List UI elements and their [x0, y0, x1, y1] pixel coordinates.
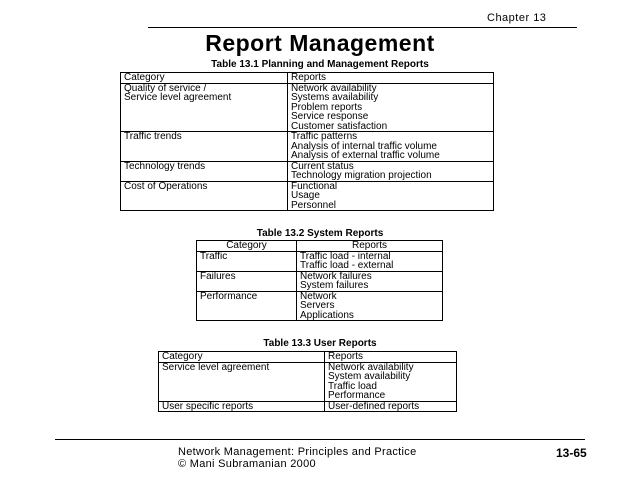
category-text: User specific reports	[162, 400, 254, 412]
category-text: Quality of service /	[124, 82, 207, 94]
report-item: Problem reports	[291, 101, 363, 113]
report-item: Traffic patterns	[291, 131, 358, 142]
chapter-label: Chapter 13	[487, 12, 547, 24]
reports-cell	[325, 362, 457, 401]
report-item: Technology migration projection	[291, 170, 432, 181]
category-text: Technology trends	[124, 160, 206, 172]
category-cell	[159, 362, 325, 401]
report-item: System failures	[300, 280, 369, 291]
category-text: Traffic trends	[124, 131, 182, 142]
report-item: Traffic load - internal	[300, 250, 391, 262]
table-row	[159, 362, 457, 401]
category-cell	[121, 83, 288, 132]
report-item: Network failures	[300, 270, 372, 282]
report-item: Personnel	[291, 199, 337, 211]
report-item: Traffic load	[328, 380, 377, 392]
category-text: Cost of Operations	[124, 180, 208, 192]
table1	[120, 72, 494, 211]
table-row	[197, 271, 443, 291]
header-row	[121, 73, 494, 84]
report-item: Servers	[300, 300, 335, 311]
table1-caption: Table 13.1 Planning and Management Reports	[211, 59, 429, 70]
category-text: Traffic	[200, 250, 228, 262]
report-item: Analysis of internal traffic volume	[291, 140, 437, 152]
reports-cell	[288, 181, 494, 211]
report-item: Network	[300, 290, 337, 302]
report-item: Current status	[291, 160, 354, 172]
footer-copyright: © Mani Subramanian 2000	[178, 458, 316, 470]
category-text: Service level agreement	[162, 361, 270, 373]
category-cell	[197, 271, 297, 291]
table2	[196, 240, 443, 321]
report-item: Network availability	[291, 82, 377, 94]
category-text: Service level agreement	[124, 92, 232, 103]
table-row	[159, 401, 457, 412]
column-header-reports: Reports	[288, 73, 494, 84]
column-header-category: Category	[121, 73, 288, 84]
report-item: User-defined reports	[328, 400, 420, 412]
report-item: Systems availability	[291, 92, 379, 103]
category-cell	[121, 161, 288, 181]
reports-cell	[297, 251, 443, 271]
category-cell	[197, 291, 297, 321]
table3-caption: Table 13.3 User Reports	[263, 338, 377, 349]
reports-cell	[288, 83, 494, 132]
reports-cell	[325, 401, 457, 412]
report-item: System availability	[328, 371, 411, 382]
header-row	[197, 241, 443, 252]
table-row	[121, 132, 494, 162]
category-text: Failures	[200, 270, 236, 282]
page-title: Report Management	[205, 30, 435, 56]
category-cell	[121, 181, 288, 211]
column-header-category: Category	[197, 241, 297, 252]
table3	[158, 351, 457, 412]
column-header-category: Category	[159, 352, 325, 363]
report-item: Functional	[291, 180, 338, 192]
report-item: Customer satisfaction	[291, 120, 388, 132]
table-row	[197, 251, 443, 271]
bottom-divider	[55, 439, 585, 440]
header-row	[159, 352, 457, 363]
report-item: Network availability	[328, 361, 414, 373]
category-cell	[197, 251, 297, 271]
table-row	[121, 181, 494, 211]
page-number: 13-65	[556, 446, 587, 460]
column-header-reports: Reports	[297, 241, 443, 252]
top-divider	[148, 27, 577, 28]
report-item: Traffic load - external	[300, 260, 394, 271]
reports-cell	[297, 291, 443, 321]
table-row	[121, 83, 494, 132]
table2-caption: Table 13.2 System Reports	[256, 228, 384, 239]
report-item: Service response	[291, 111, 369, 122]
category-cell	[159, 401, 325, 412]
category-cell	[121, 132, 288, 162]
reports-cell	[288, 132, 494, 162]
report-item: Usage	[291, 190, 320, 201]
footer	[178, 446, 417, 470]
report-item: Performance	[328, 390, 386, 401]
footer-book-title: Network Management: Principles and Practice	[178, 446, 417, 458]
report-item: Analysis of external traffic volume	[291, 150, 440, 161]
reports-cell	[297, 271, 443, 291]
column-header-reports: Reports	[325, 352, 457, 363]
table-row	[121, 161, 494, 181]
report-item: Applications	[300, 309, 354, 321]
category-text: Performance	[200, 290, 258, 302]
table-row	[197, 291, 443, 321]
reports-cell	[288, 161, 494, 181]
